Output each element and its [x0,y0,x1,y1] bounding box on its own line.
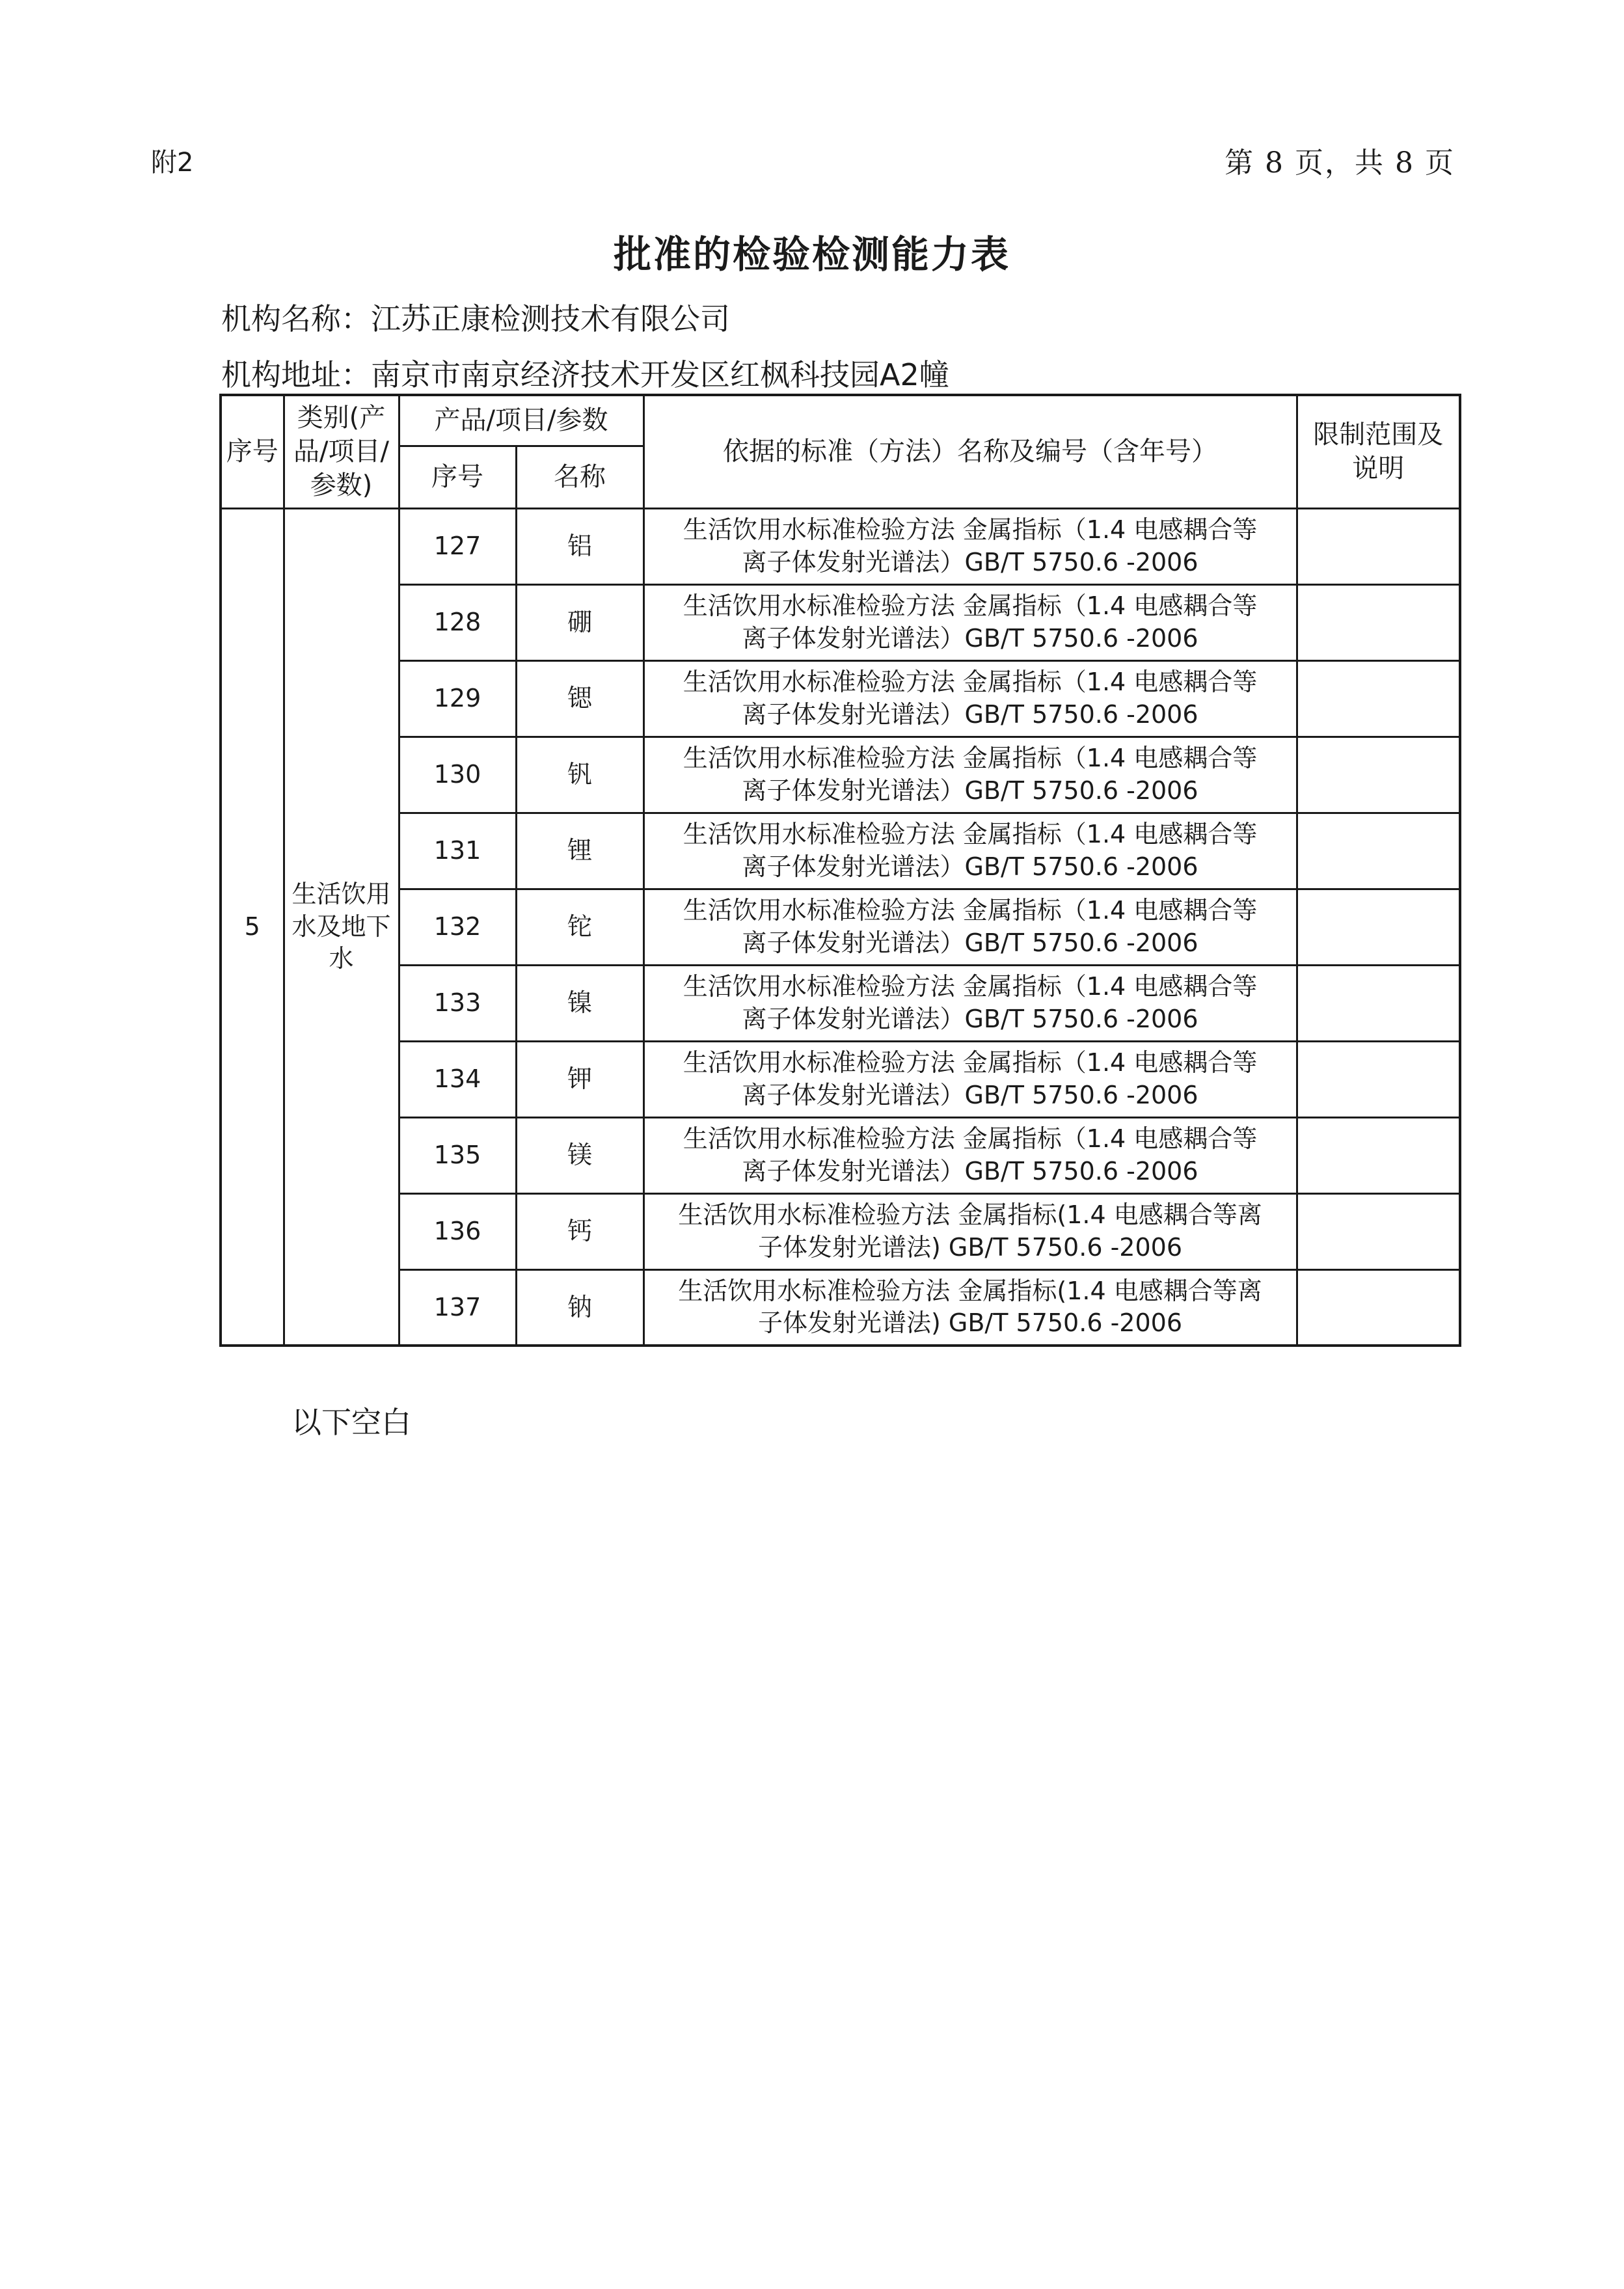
standard-line-1: 生活饮用水标准检验方法 金属指标（1.4 电感耦合等 [683,820,1258,849]
limit-cell [1297,1193,1460,1269]
standard-cell [643,1269,1297,1346]
standard-line-1: 生活饮用水标准检验方法 金属指标（1.4 电感耦合等 [683,744,1258,773]
item-number-cell: 137 [399,1269,516,1346]
standard-cell [643,1041,1297,1117]
item-name-cell: 铝 [516,508,643,584]
table-row [221,1193,1460,1269]
table-row [221,965,1460,1041]
table-row [221,737,1460,813]
standard-cell [643,889,1297,965]
standard-line-1: 生活饮用水标准检验方法 金属指标（1.4 电感耦合等 [683,972,1258,1001]
document-title: 批准的检验检测能力表 [613,232,1010,277]
item-name-cell: 钙 [516,1193,643,1269]
item-number-cell: 131 [399,813,516,889]
limit-cell [1297,737,1460,813]
header-sub-name: 名称 [516,446,643,508]
capability-table [219,394,1461,1347]
standard-cell [643,737,1297,813]
standard-line-1: 生活饮用水标准检验方法 金属指标（1.4 电感耦合等 [683,668,1258,697]
limit-cell [1297,1269,1460,1346]
table-row [221,813,1460,889]
institution-address: 机构地址：南京市南京经济技术开发区红枫科技园A2幢 [221,357,949,392]
table-row [221,1041,1460,1117]
standard-cell [643,1117,1297,1193]
standard-line-1: 生活饮用水标准检验方法 金属指标(1.4 电感耦合等离 [678,1200,1262,1230]
standard-line-2: 离子体发射光谱法）GB/T 5750.6 -2006 [742,699,1198,729]
standard-cell [643,660,1297,737]
item-name-cell: 钒 [516,737,643,813]
item-number-cell: 129 [399,660,516,737]
standard-line-1: 生活饮用水标准检验方法 金属指标（1.4 电感耦合等 [683,896,1258,925]
item-name-cell: 镁 [516,1117,643,1193]
standard-line-1: 生活饮用水标准检验方法 金属指标（1.4 电感耦合等 [683,591,1258,621]
standard-line-2: 离子体发射光谱法）GB/T 5750.6 -2006 [742,1004,1198,1033]
group-category-cell: 生活饮用水及地下水 [284,508,399,1346]
item-name-cell: 镍 [516,965,643,1041]
item-number-cell: 133 [399,965,516,1041]
table-row [221,584,1460,660]
item-name-cell: 锶 [516,660,643,737]
page-number: 第 8 页，共 8 页 [1225,146,1455,180]
standard-cell [643,1193,1297,1269]
item-name-cell: 钠 [516,1269,643,1346]
item-number-cell: 127 [399,508,516,584]
header-sub-seq: 序号 [399,446,516,508]
item-name-cell: 硼 [516,584,643,660]
item-name-cell: 锂 [516,813,643,889]
limit-cell [1297,1041,1460,1117]
item-number-cell: 136 [399,1193,516,1269]
limit-cell [1297,660,1460,737]
limit-cell [1297,508,1460,584]
standard-line-2: 子体发射光谱法) GB/T 5750.6 -2006 [758,1308,1182,1338]
standard-line-1: 生活饮用水标准检验方法 金属指标(1.4 电感耦合等离 [678,1276,1262,1305]
limit-cell [1297,813,1460,889]
standard-line-2: 离子体发射光谱法）GB/T 5750.6 -2006 [742,1080,1198,1109]
header-product-group: 产品/项目/参数 [399,395,643,446]
table-row [221,889,1460,965]
limit-cell [1297,584,1460,660]
header-seq: 序号 [221,395,284,508]
standard-cell [643,508,1297,584]
item-name-cell: 钾 [516,1041,643,1117]
standard-line-2: 离子体发射光谱法）GB/T 5750.6 -2006 [742,776,1198,805]
header-standard: 依据的标准（方法）名称及编号（含年号） [643,395,1297,508]
limit-cell [1297,965,1460,1041]
standard-line-1: 生活饮用水标准检验方法 金属指标（1.4 电感耦合等 [683,515,1258,545]
header-limit: 限制范围及说明 [1297,395,1460,508]
standard-cell [643,584,1297,660]
item-number-cell: 128 [399,584,516,660]
group-seq-cell: 5 [221,508,284,1346]
standard-cell [643,965,1297,1041]
table-row [221,508,1460,584]
item-number-cell: 130 [399,737,516,813]
item-number-cell: 132 [399,889,516,965]
limit-cell [1297,889,1460,965]
standard-line-1: 生活饮用水标准检验方法 金属指标（1.4 电感耦合等 [683,1124,1258,1154]
header-category: 类别(产品/项目/参数) [284,395,399,508]
institution-name: 机构名称：江苏正康检测技术有限公司 [221,301,730,336]
standard-line-2: 子体发射光谱法) GB/T 5750.6 -2006 [758,1232,1182,1262]
standard-line-2: 离子体发射光谱法）GB/T 5750.6 -2006 [742,852,1198,881]
table-row [221,660,1460,737]
standard-line-1: 生活饮用水标准检验方法 金属指标（1.4 电感耦合等 [683,1048,1258,1077]
attachment-label: 附2 [151,148,194,178]
item-number-cell: 134 [399,1041,516,1117]
table-body [221,508,1460,1346]
table-row [221,1117,1460,1193]
item-name-cell: 铊 [516,889,643,965]
standard-line-2: 离子体发射光谱法）GB/T 5750.6 -2006 [742,928,1198,957]
item-number-cell: 135 [399,1117,516,1193]
standard-cell [643,813,1297,889]
standard-line-2: 离子体发射光谱法）GB/T 5750.6 -2006 [742,1156,1198,1185]
blank-below-note: 以下空白 [291,1405,411,1440]
standard-line-2: 离子体发射光谱法）GB/T 5750.6 -2006 [742,623,1198,653]
standard-line-2: 离子体发射光谱法）GB/T 5750.6 -2006 [742,547,1198,576]
limit-cell [1297,1117,1460,1193]
table-row [221,1269,1460,1346]
